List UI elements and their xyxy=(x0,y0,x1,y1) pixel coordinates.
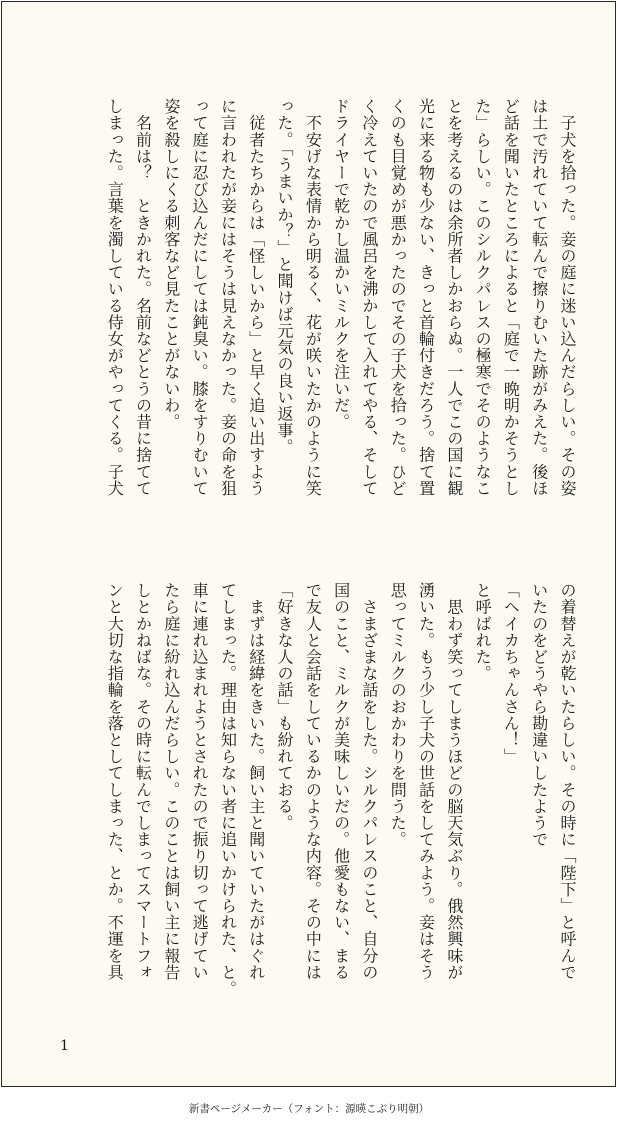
text-column: 姿を殺しにくる刺客など見たことがないわ。 xyxy=(161,98,181,430)
book-page xyxy=(1,1,616,1087)
text-column: くのも目覚めが悪かったのでその子犬を拾った。ひど xyxy=(388,98,408,497)
page-number: 1 xyxy=(60,1038,69,1054)
text-column: 思わず笑ってしまうほどの脳天気ぶり。俄然興味が xyxy=(444,582,464,981)
text-column: って庭に忍び込んだにしては鈍臭い。膝をすりむいて xyxy=(190,98,210,497)
text-column: く冷えていたので風呂を沸かして入れてやる、そして xyxy=(359,98,379,497)
text-column: いたのをどうやら勘違いしたようで xyxy=(529,582,549,848)
text-column: 「好きな人の話」も紛れておる。 xyxy=(275,582,295,831)
text-column: ど話を聞いたところによると「庭で一晩明かそうとし xyxy=(501,98,521,497)
text-column: 車に連れ込まれようとされたので振り切って逃げてい xyxy=(190,582,210,981)
text-column: と呼ばれた。 xyxy=(473,582,493,682)
text-block-lower xyxy=(100,582,581,1022)
text-column: に言われたが妾にはそうは見えなかった。妾の命を狙 xyxy=(218,98,238,497)
text-column: 名前は？ ときかれた。名前などとうの昔に捨てて xyxy=(133,98,153,497)
text-column: ンと大切な指輪を落としてしまった、とか。不運を具 xyxy=(105,582,125,981)
text-column: さまざまな話をした。シルクパレスのこと、自分の xyxy=(359,582,379,981)
text-column: 子犬を拾った。妾の庭に迷い込んだらしい。その姿 xyxy=(558,98,577,497)
text-column: 従者たちからは「怪しいから」と早く追い出すよう xyxy=(246,98,266,497)
text-column: 不安げな表情から明るく、花が咲いたかのように笑 xyxy=(303,98,323,497)
text-column: の着替えが乾いたらしい。その時に「陛下」と呼んで xyxy=(558,582,577,981)
text-column: しとかねばな。その時に転んでしまってスマートフォ xyxy=(133,582,153,981)
text-block-upper xyxy=(100,98,581,538)
text-column: まずは経緯をきいた。飼い主と聞いていたがはぐれ xyxy=(246,582,266,981)
text-column: 国のこと、ミルクが美味しいだの。他愛もない、まる xyxy=(331,582,351,981)
text-column: ドライヤーで乾かし温かいミルクを注いだ。 xyxy=(331,98,351,430)
text-column: 思ってミルクのおかわりを問うた。 xyxy=(388,582,408,848)
text-column: たら庭に紛れ込んだらしい。このことは飼い主に報告 xyxy=(161,582,181,981)
text-column: った。「うまいか？」と聞けば元気の良い返事。 xyxy=(275,98,295,456)
text-column: しまった。言葉を濁している侍女がやってくる。子犬 xyxy=(105,98,125,497)
text-column: てしまった。理由は知らない者に追いかけられた、と。 xyxy=(218,582,238,997)
text-column: とを考えるのは余所者しかおらぬ。一人でこの国に観 xyxy=(444,98,464,497)
text-column: 湧いた。もう少し子犬の世話をしてみよう。妾はそう xyxy=(416,582,436,981)
text-column: は土で汚れていて転んで擦りむいた跡がみえた。後ほ xyxy=(529,98,549,497)
footer-credit: 新書ページメーカー（フォント：源暎こぶり明朝） xyxy=(188,1103,430,1115)
text-column: 光に来る物も少ない、きっと首輪付きだろう。捨て置 xyxy=(416,98,436,497)
text-column: で友人と会話をしているかのような内容。その中には xyxy=(303,582,323,981)
text-column: 「ヘイカちゃんさん！」 xyxy=(501,582,521,765)
text-column: た」らしい。このシルクパレスの極寒でそのようなこ xyxy=(473,98,493,497)
